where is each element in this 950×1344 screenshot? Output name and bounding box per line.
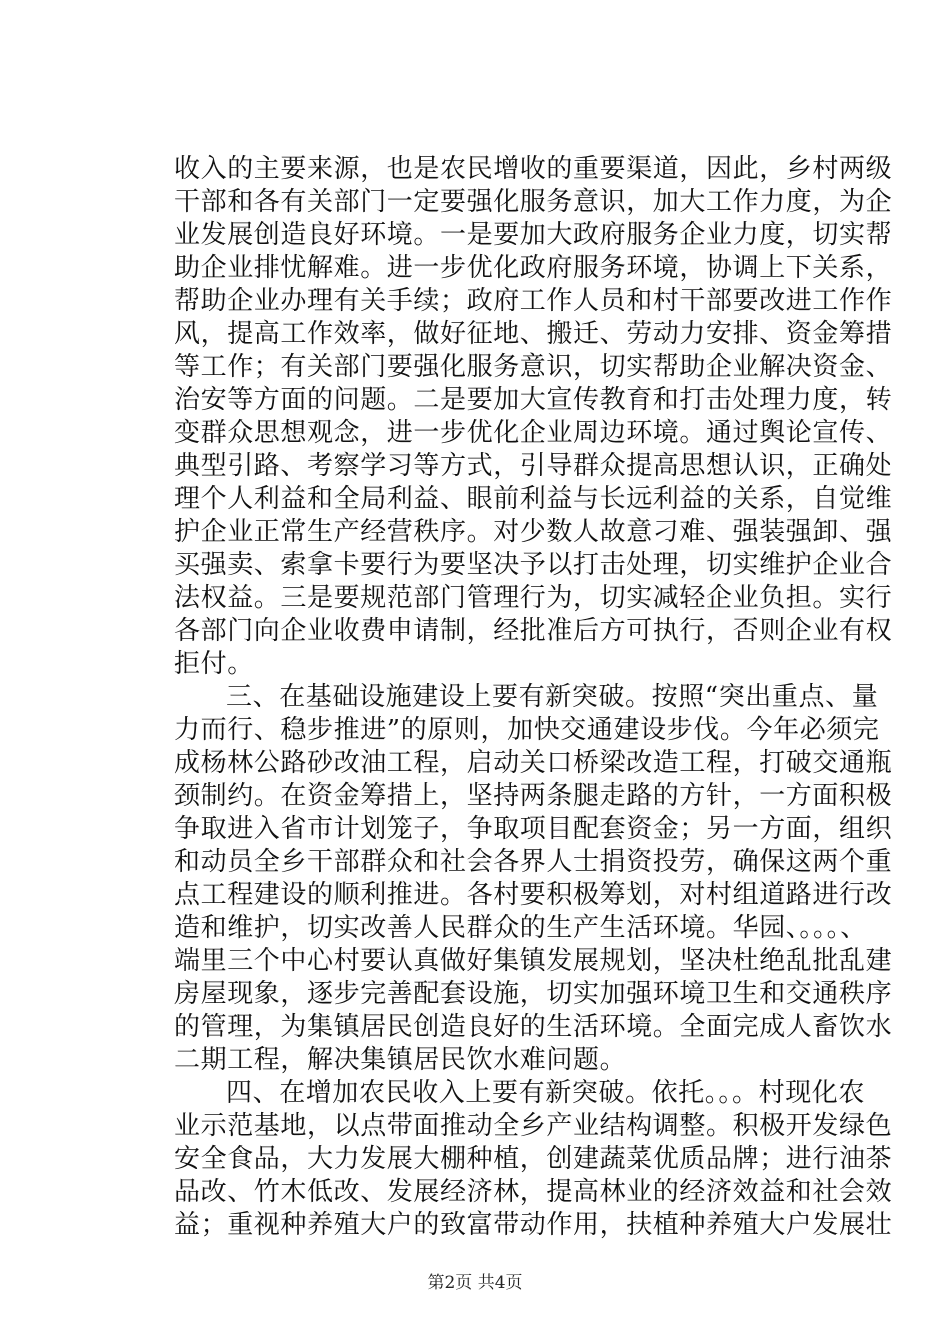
text-line: 业示范基地，以点带面推动全乡产业结构调整。积极开发绿色: [174, 1111, 893, 1141]
text-line: 法权益。三是要规范部门管理行为，切实减轻企业负担。实行: [174, 583, 893, 613]
text-line: 拒付。: [174, 649, 254, 679]
text-line: 等工作；有关部门要强化服务意识，切实帮助企业解决资金、: [174, 352, 893, 382]
text-line: 各部门向企业收费申请制，经批准后方可执行，否则企业有权: [174, 616, 893, 646]
text-line: 帮助企业办理有关手续；政府工作人员和村干部要改进工作作: [174, 286, 893, 316]
text-line: 力而行、稳步推进”的原则，加快交通建设步伐。今年必须完: [174, 715, 880, 745]
text-line: 变群众思想观念，进一步优化企业周边环境。通过舆论宣传、: [174, 418, 893, 448]
text-line: 益；重视种养殖大户的致富带动作用，扶植种养殖大户发展壮: [174, 1210, 893, 1240]
text-line: 颈制约。在资金筹措上，坚持两条腿走路的方针，一方面积极: [174, 781, 893, 811]
text-line: 典型引路、考察学习等方式，引导群众提高思想认识，正确处: [174, 451, 893, 481]
text-line: 干部和各有关部门一定要强化服务意识，加大工作力度，为企: [174, 187, 893, 217]
text-line: 业发展创造良好环境。一是要加大政府服务企业力度，切实帮: [174, 220, 893, 250]
text-line: 三、在基础设施建设上要有新突破。按照“突出重点、量: [226, 682, 879, 712]
text-line: 二期工程，解决集镇居民饮水难问题。: [174, 1045, 627, 1075]
text-line: 房屋现象，逐步完善配套设施，切实加强环境卫生和交通秩序: [174, 979, 893, 1009]
text-line: 和动员全乡干部群众和社会各界人士捐资投劳，确保这两个重: [174, 847, 893, 877]
text-line: 成杨林公路砂改油工程，启动关口桥梁改造工程，打破交通瓶: [174, 748, 893, 778]
text-line: 收入的主要来源，也是农民增收的重要渠道，因此，乡村两级: [174, 154, 893, 184]
text-line: 助企业排忧解难。进一步优化政府服务环境，协调上下关系，: [174, 253, 893, 283]
text-line: 点工程建设的顺利推进。各村要积极筹划，对村组道路进行改: [174, 880, 893, 910]
text-line: 造和维护，切实改善人民群众的生产生活环境。华园、。。。、: [174, 913, 867, 943]
text-line: 争取进入省市计划笼子，争取项目配套资金；另一方面，组织: [174, 814, 893, 844]
page-number-footer: 第2页 共4页: [427, 1273, 523, 1293]
text-line: 端里三个中心村要认真做好集镇发展规划，坚决杜绝乱批乱建: [174, 946, 893, 976]
text-line: 风，提高工作效率，做好征地、搬迁、劳动力安排、资金筹措: [174, 319, 893, 349]
text-line: 四、在增加农民收入上要有新突破。依托。。。村现化农: [226, 1078, 866, 1108]
text-line: 买强卖、索拿卡要行为要坚决予以打击处理，切实维护企业合: [174, 550, 893, 580]
text-line: 护企业正常生产经营秩序。对少数人故意刁难、强装强卸、强: [174, 517, 893, 547]
text-line: 理个人利益和全局利益、眼前利益与长远利益的关系，自觉维: [174, 484, 893, 514]
text-line: 安全食品，大力发展大棚种植，创建蔬菜优质品牌；进行油茶: [174, 1144, 893, 1174]
text-line: 品改、竹木低改、发展经济林，提高林业的经济效益和社会效: [174, 1177, 893, 1207]
text-line: 的管理，为集镇居民创造良好的生活环境。全面完成人畜饮水: [174, 1012, 893, 1042]
text-line: 治安等方面的问题。二是要加大宣传教育和打击处理力度，转: [174, 385, 893, 415]
